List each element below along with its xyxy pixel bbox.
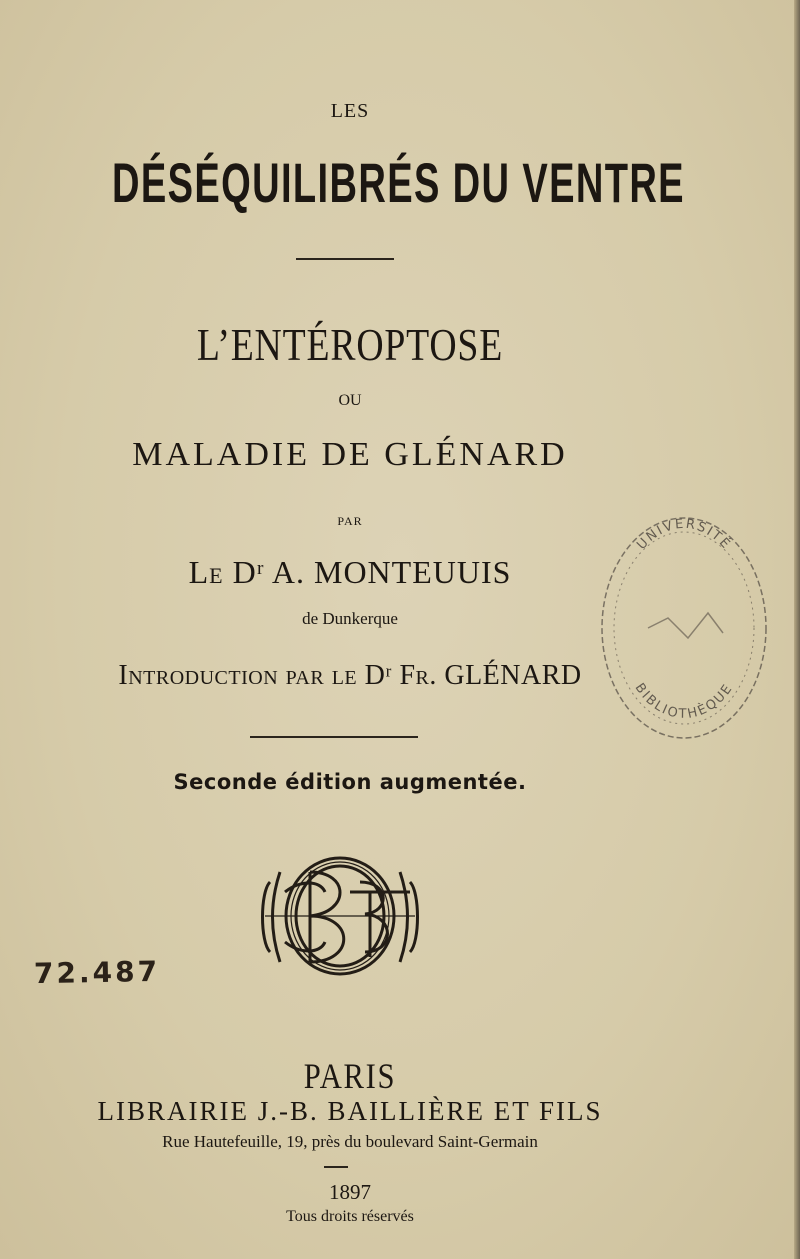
publication-year: 1897 [329,1180,371,1204]
rights-notice: Tous droits réservés [286,1208,414,1225]
page-edge [794,0,800,1259]
edition-note: Seconde édition augmentée. [173,770,527,794]
by-label: PAR [337,514,363,528]
library-stamp-icon [598,508,770,748]
intro-prefix: Introduction par le Dʳ Fr. [118,660,445,691]
stamp-top-text: UNIVERSITÉ [634,516,734,553]
publisher-address: Rue Hautefeuille, 19, près du boulevard Saint-Germain [162,1132,538,1151]
introduction-line [0,660,700,692]
divider-rule [324,1166,348,1168]
author-line [0,554,700,591]
stamp-bottom-text: BIBLIOTHÈQUE [631,680,737,722]
imprint-city: PARIS [303,1056,397,1096]
alternate-title: MALADIE DE GLÉNARD [132,436,568,473]
title-article: LES [330,100,370,122]
main-title: DÉSÉQUILIBRÉS DU VENTRE [112,151,685,214]
svg-text:UNIVERSITÉ [634,517,734,553]
divider-rule [296,258,394,260]
publisher-name: LIBRAIRIE J.-B. BAILLIÈRE ET FILS [97,1096,603,1126]
svg-text:BIBLIOTHÈQUE [632,681,737,722]
intro-name: GLÉNARD [444,660,582,691]
subtitle: L’ENTÉROPTOSE [196,319,504,370]
handwritten-shelfmark: 72.487 [33,954,161,991]
conjunction-ou: OU [338,392,362,409]
author-name: MONTEUUIS [313,554,512,590]
publisher-monogram-icon [250,852,430,978]
author-prefix: Le Dʳ A. [188,554,314,590]
divider-rule [250,736,418,738]
author-origin: de Dunkerque [302,609,398,628]
